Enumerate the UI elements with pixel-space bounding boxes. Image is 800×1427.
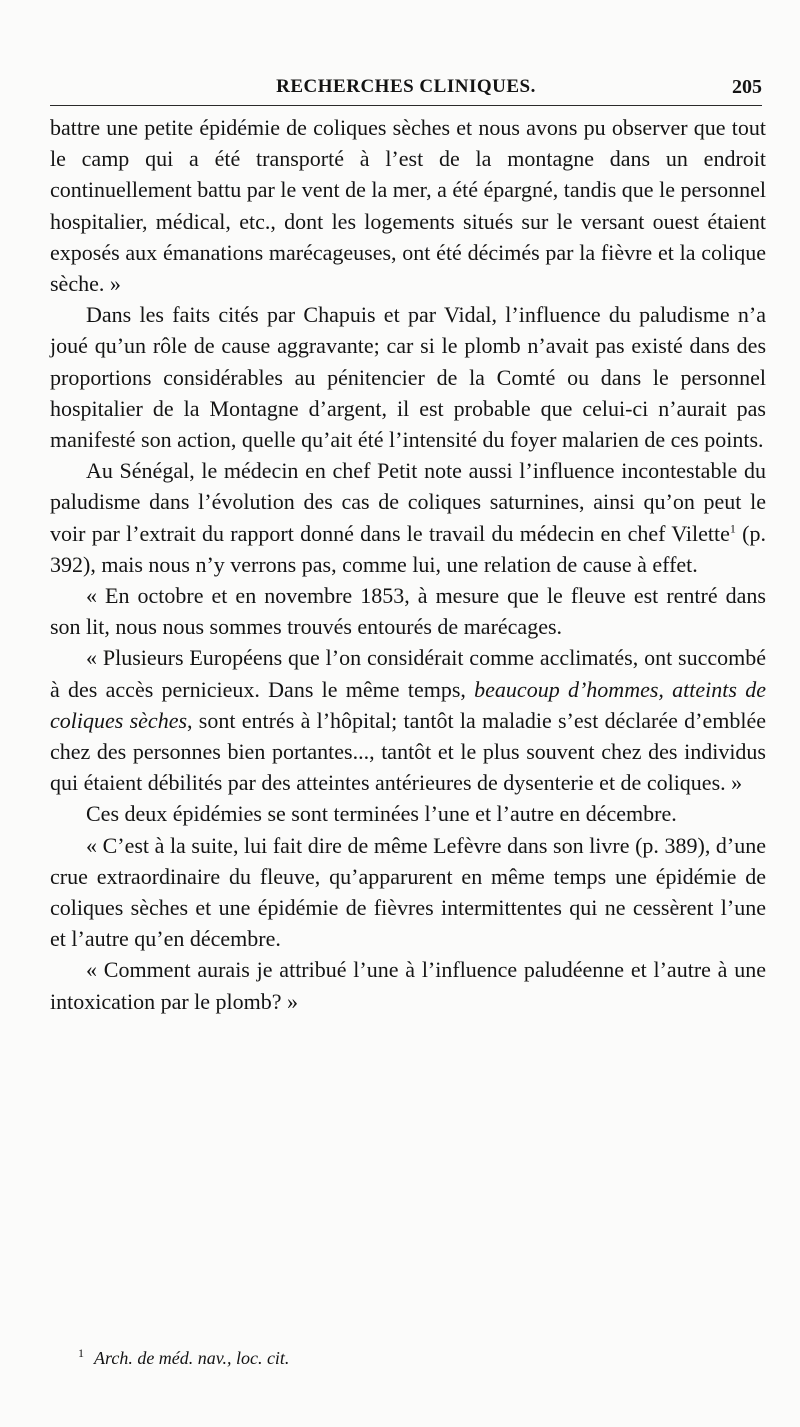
- paragraph-5: [50, 642, 766, 798]
- footnote-reference: 1: [729, 521, 736, 536]
- body-text: [50, 112, 766, 1017]
- header-rule: [50, 105, 762, 106]
- footnote-mark: 1: [78, 1346, 84, 1360]
- paragraph-2: Dans les faits cités par Chapuis et par Vidal, l’influence du paludisme n’a joué qu’un rôle de cause aggravante; car si le plomb n’avait pas existé dans des proportions considérables au pénitencier de la Comté ou dans le personnel hospitalier de la Montagne d’argent, il est probable que celui-ci n’aurait pas manifesté son action, quelle qu’ait été l’intensité du foyer malarien de ces points.: [50, 302, 766, 453]
- running-head: [50, 70, 762, 106]
- paragraph-5-text-after: , sont entrés à l’hôpital; tantôt la maladie s’est déclarée d’emblée chez des personnes bien portantes..., tantôt et le plus souvent chez des individus qui étaient débilités par des atteintes antérieures de dysenterie et de coliques. »: [50, 707, 766, 796]
- running-title: RECHERCHES CLINIQUES.: [276, 76, 536, 97]
- paragraph-4: « En octobre et en novembre 1853, à mesure que le fleuve est rentré dans son lit, nous nous sommes trouvés entourés de marécages.: [50, 583, 766, 640]
- footnote: [78, 1346, 289, 1369]
- paragraph-5-text-before: « Plusieurs Européens que l’on considérait comme acclimatés, ont succombé à des accès pernicieux. Dans le même temps,: [50, 645, 766, 702]
- paragraph-3: [50, 455, 766, 580]
- paragraph-3-text-before: Au Sénégal, le médecin en chef Petit note aussi l’influence incontestable du paludisme dans l’évolution des cas de coliques saturnines, ainsi qu’on peut le voir par l’extrait du rapport donné dans le travail du médecin en chef Vilette: [50, 458, 766, 546]
- paragraph-3-text-after: (p. 392), mais nous n’y verrons pas, comme lui, une relation de cause à effet.: [50, 520, 767, 577]
- paragraph-1: battre une petite épidémie de coliques sèches et nous avons pu observer que tout le camp qui a été transporté à l’est de la montagne dans un endroit continuellement battu par le vent de la mer, a été épargné, tandis que le personnel hospitalier, médical, etc., dont les logements situés sur le versant ouest étaient exposés aux émanations marécageuses, ont été décimés par la fièvre et la colique sèche. »: [50, 115, 766, 297]
- footnote-text: Arch. de méd. nav., loc. cit.: [94, 1348, 290, 1368]
- paragraph-7: « C’est à la suite, lui fait dire de même Lefèvre dans son livre (p. 389), d’une crue extraordinaire du fleuve, qu’apparurent en même temps une épidémie de coliques sèches et une épidémie de fièvres intermittentes qui ne cessèrent l’une et l’autre qu’en décembre.: [50, 832, 766, 952]
- paragraph-6: Ces deux épidémies se sont terminées l’une et l’autre en décembre.: [86, 801, 677, 827]
- paragraph-5-emphasis: beaucoup d’hommes, atteints de coliques sèches: [50, 676, 766, 733]
- paragraph-8: « Comment aurais je attribué l’une à l’influence paludéenne et l’autre à une intoxication par le plomb? »: [50, 957, 766, 1014]
- page-number: 205: [732, 76, 762, 98]
